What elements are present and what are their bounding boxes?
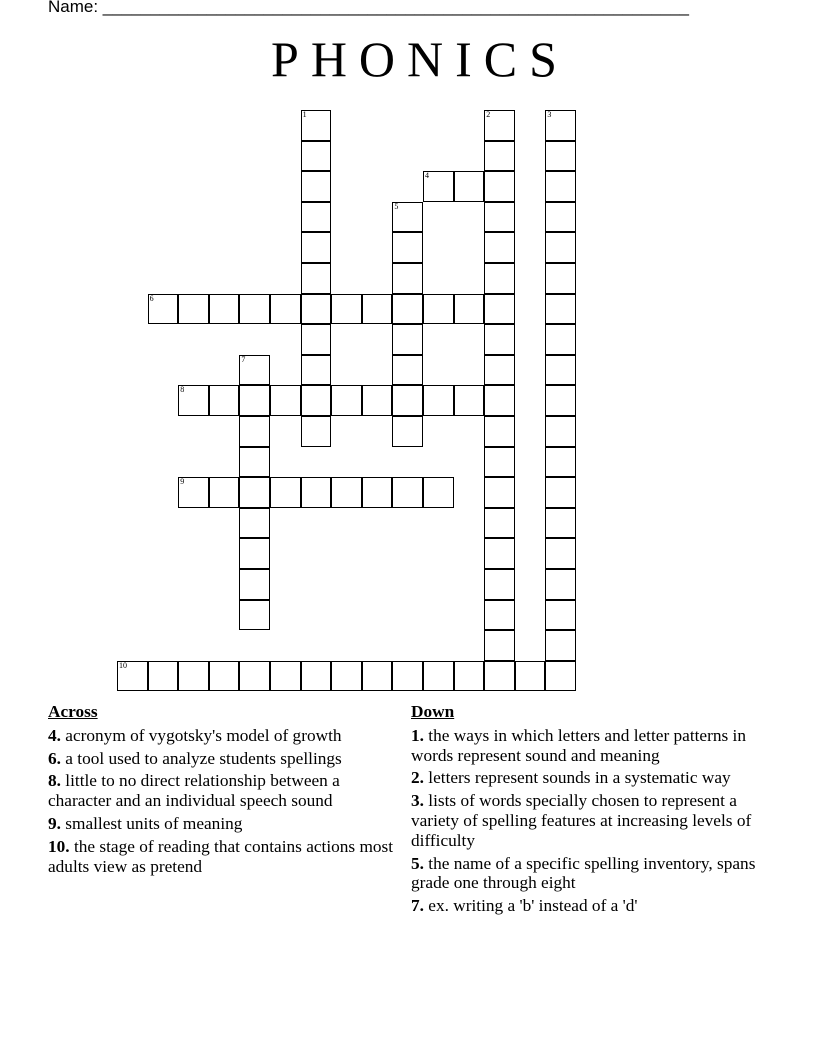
- grid-cell[interactable]: [239, 385, 270, 416]
- grid-cell[interactable]: [392, 355, 423, 386]
- grid-cell[interactable]: [484, 263, 515, 294]
- grid-cell[interactable]: [484, 508, 515, 539]
- clue-text: the name of a specific spelling inventory, spans grade one through eight: [411, 853, 756, 893]
- grid-cell[interactable]: [331, 294, 362, 325]
- clue-down-2: [411, 768, 756, 788]
- grid-cell[interactable]: [545, 324, 576, 355]
- cell-number: 2: [486, 110, 491, 119]
- grid-cell[interactable]: [423, 661, 454, 692]
- clue-text: letters represent sounds in a systematic way: [428, 768, 731, 788]
- clue-text: smallest units of meaning: [65, 813, 243, 833]
- grid-cell[interactable]: [484, 110, 515, 141]
- grid-cell[interactable]: [545, 538, 576, 569]
- clue-text: a tool used to analyze students spellings: [65, 748, 342, 768]
- cell-number: 8: [180, 385, 185, 395]
- grid-cell[interactable]: [270, 294, 301, 325]
- grid-cell[interactable]: [301, 263, 332, 294]
- grid-cell[interactable]: [545, 661, 576, 692]
- grid-cell[interactable]: [484, 569, 515, 600]
- across-clues: [48, 702, 398, 879]
- grid-cell[interactable]: [545, 141, 576, 172]
- cell-number: 6: [149, 293, 154, 303]
- cell-number: 1: [302, 110, 307, 119]
- grid-cell[interactable]: [270, 477, 301, 508]
- grid-cell[interactable]: [484, 447, 515, 478]
- clue-down-5: [411, 854, 756, 894]
- grid-cell[interactable]: [239, 508, 270, 539]
- grid-cell[interactable]: [178, 294, 209, 325]
- grid-cell[interactable]: [545, 202, 576, 233]
- grid-cell[interactable]: [545, 263, 576, 294]
- down-heading: Down: [411, 702, 455, 721]
- grid-cell[interactable]: [515, 661, 546, 692]
- grid-cell[interactable]: [484, 355, 515, 386]
- grid-cell[interactable]: [484, 171, 515, 202]
- clue-text: lists of words specially chosen to represent a variety of spelling features at increasing levels of difficulty: [411, 791, 752, 850]
- grid-cell[interactable]: [362, 385, 393, 416]
- grid-cell[interactable]: [362, 477, 393, 508]
- grid-cell[interactable]: [484, 477, 515, 508]
- grid-cell[interactable]: [545, 508, 576, 539]
- grid-cell[interactable]: [178, 477, 209, 508]
- clue-text: acronym of vygotsky's model of growth: [65, 725, 342, 745]
- grid-cell[interactable]: [454, 171, 485, 202]
- grid-cell[interactable]: [392, 416, 423, 447]
- grid-cell[interactable]: [423, 294, 454, 325]
- grid-cell[interactable]: [148, 294, 179, 325]
- clue-number: 9.: [48, 813, 61, 833]
- grid-cell[interactable]: [209, 477, 240, 508]
- grid-cell[interactable]: [209, 385, 240, 416]
- grid-cell[interactable]: [484, 202, 515, 233]
- grid-cell[interactable]: [392, 202, 423, 233]
- grid-cell[interactable]: [301, 171, 332, 202]
- clue-across-8: [48, 771, 398, 811]
- clue-number: 2.: [411, 768, 424, 788]
- clue-number: 3.: [411, 791, 424, 811]
- grid-cell[interactable]: [331, 477, 362, 508]
- cell-number: 5: [394, 201, 399, 211]
- grid-cell[interactable]: [362, 294, 393, 325]
- clue-across-9: [48, 814, 398, 834]
- grid-cell[interactable]: [484, 232, 515, 263]
- clue-number: 1.: [411, 725, 424, 745]
- grid-cell[interactable]: [545, 355, 576, 386]
- grid-cell[interactable]: [392, 661, 423, 692]
- clue-across-4: [48, 726, 398, 746]
- grid-cell[interactable]: [392, 324, 423, 355]
- grid-cell[interactable]: [301, 416, 332, 447]
- grid-cell[interactable]: [239, 569, 270, 600]
- clue-down-7: [411, 896, 756, 916]
- grid-cell[interactable]: [392, 294, 423, 325]
- clue-down-3: [411, 791, 756, 850]
- clue-number: 5.: [411, 853, 424, 873]
- grid-cell[interactable]: [178, 661, 209, 692]
- grid-cell[interactable]: [454, 294, 485, 325]
- cell-number: 4: [425, 171, 429, 181]
- grid-cell[interactable]: [301, 232, 332, 263]
- grid-cell[interactable]: [392, 232, 423, 263]
- grid-cell[interactable]: [423, 477, 454, 508]
- grid-cell[interactable]: [239, 538, 270, 569]
- grid-cell[interactable]: [270, 385, 301, 416]
- cell-number: 7: [241, 354, 246, 364]
- clue-number: 10.: [48, 836, 70, 856]
- grid-cell[interactable]: [239, 477, 270, 508]
- page-title: PHONICS: [271, 31, 569, 87]
- grid-cell[interactable]: [484, 538, 515, 569]
- grid-cell[interactable]: [545, 447, 576, 478]
- grid-cell[interactable]: [484, 600, 515, 631]
- grid-cell[interactable]: [239, 355, 270, 386]
- grid-cell[interactable]: [423, 171, 454, 202]
- clue-number: 6.: [48, 748, 61, 768]
- clue-text: the ways in which letters and letter patterns in words represent sound and meaning: [411, 725, 746, 765]
- grid-cell[interactable]: [454, 661, 485, 692]
- grid-cell[interactable]: [545, 385, 576, 416]
- clue-text: little to no direct relationship between a character and an individual speech sound: [48, 771, 340, 811]
- clue-number: 8.: [48, 771, 61, 791]
- grid-cell[interactable]: [239, 661, 270, 692]
- grid-cell[interactable]: [484, 141, 515, 172]
- grid-cell[interactable]: [148, 661, 179, 692]
- grid-cell[interactable]: [454, 385, 485, 416]
- clue-down-1: [411, 726, 756, 766]
- grid-cell[interactable]: [301, 110, 332, 141]
- grid-cell[interactable]: [545, 232, 576, 263]
- grid-cell[interactable]: [301, 355, 332, 386]
- grid-cell[interactable]: [423, 385, 454, 416]
- grid-cell[interactable]: [545, 171, 576, 202]
- across-heading: Across: [48, 702, 98, 721]
- clue-number: 7.: [411, 896, 424, 916]
- grid-cell[interactable]: [239, 447, 270, 478]
- grid-cell[interactable]: [545, 477, 576, 508]
- grid-cell[interactable]: [331, 661, 362, 692]
- grid-cell[interactable]: [178, 385, 209, 416]
- grid-cell[interactable]: [392, 477, 423, 508]
- grid-cell[interactable]: [301, 141, 332, 172]
- grid-cell[interactable]: [545, 630, 576, 661]
- grid-cell[interactable]: [301, 385, 332, 416]
- grid-cell[interactable]: [209, 661, 240, 692]
- grid-cell[interactable]: [484, 294, 515, 325]
- grid-cell[interactable]: [301, 202, 332, 233]
- grid-cell[interactable]: [301, 477, 332, 508]
- grid-cell[interactable]: [545, 569, 576, 600]
- cell-number: 10: [119, 660, 127, 670]
- grid-cell[interactable]: [301, 294, 332, 325]
- grid-cell[interactable]: [270, 661, 301, 692]
- grid-cell[interactable]: [545, 416, 576, 447]
- cell-number: 9: [180, 477, 185, 487]
- grid-cell[interactable]: [545, 294, 576, 325]
- grid-cell[interactable]: [484, 416, 515, 447]
- down-clues: [411, 702, 756, 919]
- grid-cell[interactable]: [301, 661, 332, 692]
- clue-text: the stage of reading that contains actions most adults view as pretend: [48, 836, 394, 876]
- cell-number: 3: [547, 110, 552, 119]
- grid-cell[interactable]: [301, 324, 332, 355]
- grid-cell[interactable]: [392, 385, 423, 416]
- grid-cell[interactable]: [484, 385, 515, 416]
- grid-cell[interactable]: [331, 385, 362, 416]
- clue-number: 4.: [48, 725, 61, 745]
- grid-cell[interactable]: [239, 294, 270, 325]
- clue-across-10: [48, 837, 398, 877]
- clue-across-6: [48, 749, 398, 769]
- name-field[interactable]: Name: ______________________________________________________________: [48, 0, 689, 16]
- grid-cell[interactable]: [392, 263, 423, 294]
- grid-cell[interactable]: [239, 416, 270, 447]
- grid-cell[interactable]: [362, 661, 393, 692]
- grid-cell[interactable]: [545, 110, 576, 141]
- clue-text: ex. writing a 'b' instead of a 'd': [428, 896, 638, 916]
- grid-cell[interactable]: [239, 600, 270, 631]
- grid-cell[interactable]: [484, 324, 515, 355]
- grid-cell[interactable]: [209, 294, 240, 325]
- grid-cell[interactable]: [484, 661, 515, 692]
- grid-cell[interactable]: [545, 600, 576, 631]
- grid-cell[interactable]: [484, 630, 515, 661]
- grid-cell[interactable]: [117, 661, 148, 692]
